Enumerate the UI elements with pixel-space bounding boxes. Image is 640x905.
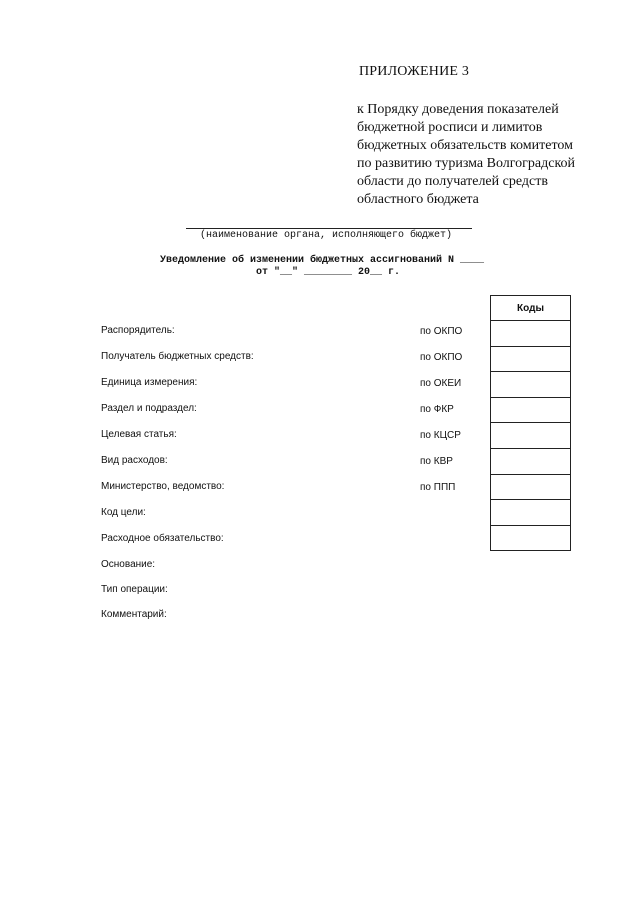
field-label-target-article: Целевая статья: [101, 429, 177, 440]
code-cell[interactable] [491, 448, 571, 474]
appendix-desc-line: бюджетных обязательств комитетом [357, 138, 573, 153]
field-label-operation-type: Тип операции: [101, 584, 168, 595]
code-cell[interactable] [491, 525, 571, 551]
code-cell[interactable] [491, 474, 571, 500]
field-label-basis: Основание: [101, 559, 156, 570]
appendix-desc-line: к Порядку доведения показателей [357, 102, 559, 117]
appendix-desc-line: области до получателей средств [357, 174, 548, 189]
field-label-expense-type: Вид расходов: [101, 455, 168, 466]
field-label-goal-code: Код цели: [101, 507, 146, 518]
code-cell[interactable] [491, 500, 571, 526]
field-label-obligation: Расходное обязательство: [101, 533, 224, 544]
code-label-fkr: по ФКР [420, 404, 454, 415]
code-label-kvr: по КВР [420, 456, 453, 467]
org-name-line [186, 228, 472, 229]
field-label-section: Раздел и подраздел: [101, 403, 197, 414]
code-cell[interactable] [491, 321, 571, 347]
field-label-ministry: Министерство, ведомство: [101, 481, 225, 492]
codes-header: Коды [491, 296, 571, 321]
code-cell[interactable] [491, 423, 571, 449]
notice-date: от "__" ________ 20__ г. [256, 267, 401, 278]
code-label-kcsr: по КЦСР [420, 430, 461, 441]
appendix-desc-line: бюджетной росписи и лимитов [357, 120, 543, 135]
field-label-unit: Единица измерения: [101, 377, 198, 388]
code-label-okei: по ОКЕИ [420, 378, 462, 389]
code-cell[interactable] [491, 346, 571, 372]
field-label-comment: Комментарий: [101, 609, 167, 620]
org-name-caption: (наименование органа, исполняющего бюджет) [200, 230, 453, 241]
appendix-desc-line: областного бюджета [357, 192, 479, 207]
appendix-description [357, 101, 607, 209]
code-label-okpo: по ОКПО [420, 326, 463, 337]
code-cell[interactable] [491, 397, 571, 423]
field-label-manager: Распорядитель: [101, 325, 175, 336]
code-label-ppp: по ППП [420, 482, 456, 493]
code-cell[interactable] [491, 372, 571, 398]
appendix-desc-line: по развитию туризма Волгоградской [357, 156, 576, 171]
notice-title: Уведомление об изменении бюджетных ассигнований N ____ [160, 255, 485, 266]
codes-table [490, 295, 571, 551]
field-label-recipient: Получатель бюджетных средств: [101, 351, 254, 362]
appendix-title: ПРИЛОЖЕНИЕ 3 [359, 64, 470, 79]
code-label-okpo: по ОКПО [420, 352, 463, 363]
